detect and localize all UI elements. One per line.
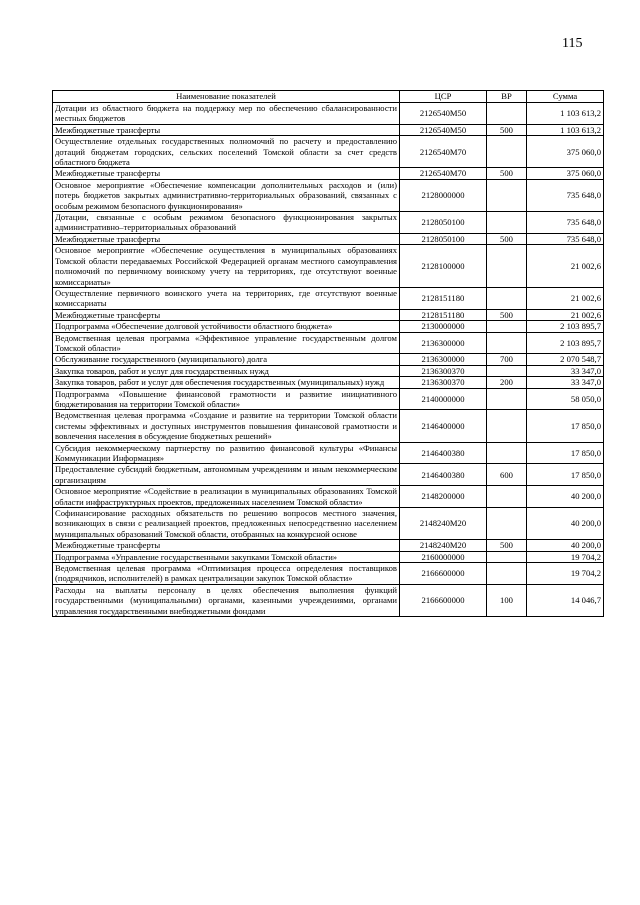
cell-sum: 2 103 895,7: [527, 321, 604, 332]
cell-csr: 2128151180: [400, 287, 487, 309]
cell-name: Межбюджетные трансферты: [53, 540, 400, 551]
cell-csr: 2166600000: [400, 563, 487, 585]
cell-csr: 2146400380: [400, 442, 487, 464]
cell-name: Межбюджетные трансферты: [53, 124, 400, 135]
header-csr: ЦСР: [400, 91, 487, 103]
table-row: [53, 245, 604, 288]
table-row: [53, 377, 604, 388]
cell-vr: [487, 365, 527, 376]
header-sum: Сумма: [527, 91, 604, 103]
cell-name: Дотации из областного бюджета на поддержку мер по обеспечению сбалансированности местных бюджетов: [53, 103, 400, 125]
cell-vr: [487, 287, 527, 309]
table-row: [53, 233, 604, 244]
cell-sum: 19 704,2: [527, 563, 604, 585]
cell-sum: 33 347,0: [527, 365, 604, 376]
table-row: [53, 321, 604, 332]
cell-name: Межбюджетные трансферты: [53, 233, 400, 244]
cell-sum: 19 704,2: [527, 551, 604, 562]
table-row: [53, 103, 604, 125]
table-row: [53, 365, 604, 376]
cell-vr: 600: [487, 464, 527, 486]
cell-csr: 2136300370: [400, 377, 487, 388]
cell-sum: 21 002,6: [527, 245, 604, 288]
table-row: [53, 508, 604, 540]
cell-csr: 2128100000: [400, 245, 487, 288]
cell-vr: [487, 212, 527, 234]
cell-sum: 17 850,0: [527, 410, 604, 442]
cell-vr: [487, 486, 527, 508]
cell-sum: 17 850,0: [527, 464, 604, 486]
cell-csr: 2166600000: [400, 584, 487, 616]
cell-sum: 735 648,0: [527, 179, 604, 211]
cell-name: Подпрограмма «Управление государственными закупками Томской области»: [53, 551, 400, 562]
cell-sum: 40 200,0: [527, 486, 604, 508]
cell-name: Предоставление субсидий бюджетным, автономным учреждениям и иным некоммерческим организациям: [53, 464, 400, 486]
cell-name: Субсидия некоммерческому партнерству по развитию финансовой культуры «Финансы Коммуникации Информация»: [53, 442, 400, 464]
cell-csr: 2146400000: [400, 410, 487, 442]
cell-name: Дотации, связанные с особым режимом безопасного функционирования закрытых административно–территориальных образований: [53, 212, 400, 234]
cell-sum: 21 002,6: [527, 309, 604, 320]
table-row: [53, 179, 604, 211]
cell-sum: 14 046,7: [527, 584, 604, 616]
cell-sum: 735 648,0: [527, 212, 604, 234]
cell-sum: 40 200,0: [527, 508, 604, 540]
cell-vr: 500: [487, 540, 527, 551]
cell-csr: 2128151180: [400, 309, 487, 320]
cell-sum: 735 648,0: [527, 233, 604, 244]
cell-csr: 2146400380: [400, 464, 487, 486]
cell-sum: 2 103 895,7: [527, 332, 604, 354]
table-header-row: [53, 91, 604, 103]
cell-vr: 200: [487, 377, 527, 388]
table-row: [53, 212, 604, 234]
cell-name: Подпрограмма «Обеспечение долговой устойчивости областного бюджета»: [53, 321, 400, 332]
table-row: [53, 354, 604, 365]
cell-sum: 375 060,0: [527, 168, 604, 179]
cell-vr: [487, 103, 527, 125]
cell-csr: 2126540M70: [400, 168, 487, 179]
table-row: [53, 124, 604, 135]
table-row: [53, 551, 604, 562]
table-row: [53, 136, 604, 168]
cell-name: Закупка товаров, работ и услуг для государственных нужд: [53, 365, 400, 376]
table-row: [53, 486, 604, 508]
cell-name: Закупка товаров, работ и услуг для обеспечения государственных (муниципальных) нужд: [53, 377, 400, 388]
cell-name: Обслуживание государственного (муниципального) долга: [53, 354, 400, 365]
cell-csr: 2126540M50: [400, 124, 487, 135]
cell-sum: 21 002,6: [527, 287, 604, 309]
cell-csr: 2128050100: [400, 212, 487, 234]
table-row: [53, 332, 604, 354]
cell-vr: 700: [487, 354, 527, 365]
cell-sum: 17 850,0: [527, 442, 604, 464]
cell-vr: 500: [487, 309, 527, 320]
cell-sum: 2 070 548,7: [527, 354, 604, 365]
cell-csr: 2136300000: [400, 332, 487, 354]
cell-csr: 2130000000: [400, 321, 487, 332]
cell-vr: [487, 442, 527, 464]
table-row: [53, 388, 604, 410]
table-row: [53, 309, 604, 320]
cell-csr: 2140000000: [400, 388, 487, 410]
cell-name: Ведомственная целевая программа «Оптимизация процесса определения поставщиков (подрядчиков, исполнителей) в рамках централизации закупок Томской области»: [53, 563, 400, 585]
cell-csr: 2128050100: [400, 233, 487, 244]
cell-csr: 2126540M70: [400, 136, 487, 168]
cell-vr: [487, 508, 527, 540]
cell-vr: [487, 179, 527, 211]
cell-vr: [487, 136, 527, 168]
cell-vr: [487, 563, 527, 585]
table-row: [53, 168, 604, 179]
cell-vr: [487, 388, 527, 410]
table-row: [53, 540, 604, 551]
cell-name: Межбюджетные трансферты: [53, 309, 400, 320]
cell-name: Основное мероприятие «Содействие в реализации в муниципальных образованиях Томской области инфраструктурных проектов, предложенных населением Томской области»: [53, 486, 400, 508]
cell-name: Осуществление отдельных государственных полномочий по расчету и предоставлению дотаций бюджетам городских, сельских поселений Томской области за счет средств областного бюджета: [53, 136, 400, 168]
cell-name: Осуществление первичного воинского учета на территориях, где отсутствуют военные комиссариаты: [53, 287, 400, 309]
page-number: 115: [562, 36, 583, 51]
cell-sum: 1 103 613,2: [527, 103, 604, 125]
cell-sum: 33 347,0: [527, 377, 604, 388]
cell-csr: 2148240M20: [400, 540, 487, 551]
cell-name: Основное мероприятие «Обеспечение осуществления в муниципальных образованиях Томской области передаваемых Российской Федерацией органам местного самоуправления полномочий по первичному воинскому учету на территориях, где отсутствуют военные комиссариаты»: [53, 245, 400, 288]
cell-name: Межбюджетные трансферты: [53, 168, 400, 179]
cell-vr: [487, 410, 527, 442]
cell-vr: 500: [487, 233, 527, 244]
cell-vr: 500: [487, 124, 527, 135]
cell-csr: 2136300000: [400, 354, 487, 365]
cell-vr: 500: [487, 168, 527, 179]
table-row: [53, 287, 604, 309]
cell-name: Подпрограмма «Повышение финансовой грамотности и развитие инициативного бюджетирования на территории Томской области»: [53, 388, 400, 410]
header-vr: ВР: [487, 91, 527, 103]
cell-vr: [487, 332, 527, 354]
cell-name: Расходы на выплаты персоналу в целях обеспечения выполнения функций государственными (муниципальными) органами, казенными учреждениями, органами управления государственными внебюджетными фондами: [53, 584, 400, 616]
table-row: [53, 464, 604, 486]
table-row: [53, 410, 604, 442]
cell-vr: [487, 245, 527, 288]
header-name: Наименование показателей: [53, 91, 400, 103]
cell-sum: 40 200,0: [527, 540, 604, 551]
cell-csr: 2160000000: [400, 551, 487, 562]
table-row: [53, 442, 604, 464]
cell-csr: 2136300370: [400, 365, 487, 376]
budget-table: [52, 90, 604, 617]
cell-csr: 2148200000: [400, 486, 487, 508]
cell-sum: 58 050,0: [527, 388, 604, 410]
table-row: [53, 584, 604, 616]
cell-sum: 1 103 613,2: [527, 124, 604, 135]
cell-name: Ведомственная целевая программа «Эффективное управление государственным долгом Томской области»: [53, 332, 400, 354]
cell-csr: 2126540M50: [400, 103, 487, 125]
cell-vr: [487, 321, 527, 332]
cell-name: Ведомственная целевая программа «Создание и развитие на территории Томской области системы эффективных и доступных инструментов повышения финансовой грамотности и вовлечения населения в обсуждение бюджетных решений»: [53, 410, 400, 442]
cell-name: Софинансирование расходных обязательств по решению вопросов местного значения, возникающих в связи с реализацией проектов, предложенных непосредственно населением муниципальных образований Томской области, отобранных на конкурсной основе: [53, 508, 400, 540]
cell-sum: 375 060,0: [527, 136, 604, 168]
cell-csr: 2148240M20: [400, 508, 487, 540]
cell-name: Основное мероприятие «Обеспечение компенсации дополнительных расходов и (или) потерь бюджетов закрытых административно-территориальных образований, связанных с особым режимом безопасного функционирования»: [53, 179, 400, 211]
cell-vr: [487, 551, 527, 562]
cell-csr: 2128000000: [400, 179, 487, 211]
table-row: [53, 563, 604, 585]
cell-vr: 100: [487, 584, 527, 616]
